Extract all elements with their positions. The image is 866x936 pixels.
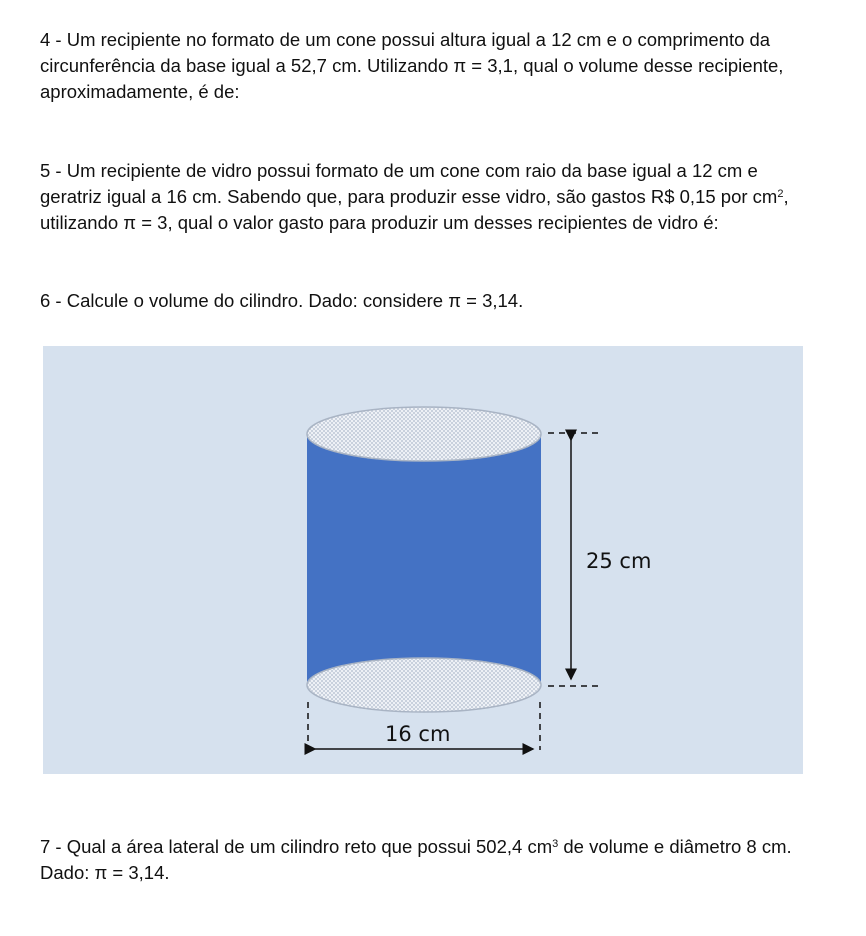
question-7-line-1: [40, 834, 852, 860]
question-5-line-1: 5 - Um recipiente de vidro possui formato de um cone com raio da base igual a 12 cm e: [40, 160, 758, 181]
question-6-line-1: 6 - Calcule o volume do cilindro. Dado: considere π = 3,14.: [40, 290, 524, 311]
cylinder-bottom-ellipse: [307, 658, 541, 712]
cylinder-diagram: [43, 346, 803, 774]
squared-superscript: 2: [777, 188, 784, 200]
question-5-line-2-text: geratriz igual a 16 cm. Sabendo que, para produzir esse vidro, são gastos R$ 0,15 por cm: [40, 186, 778, 207]
cubed-superscript: 3: [552, 838, 559, 850]
question-4-line-1: 4 - Um recipiente no formato de um cone possui altura igual a 12 cm e o comprimento da: [40, 29, 771, 50]
question-4-line-3: aproximadamente, é de:: [40, 81, 240, 102]
question-7: [40, 834, 852, 886]
question-5: [40, 158, 852, 236]
question-5-line-3: utilizando π = 3, qual o valor gasto para produzir um desses recipientes de vidro é:: [40, 212, 719, 233]
cylinder-top-ellipse: [307, 407, 541, 461]
question-7-line-2: Dado: π = 3,14.: [40, 862, 170, 883]
question-6: [40, 288, 852, 314]
diameter-label: 16 cm: [385, 722, 451, 746]
question-4-line-2: circunferência da base igual a 52,7 cm. Utilizando π = 3,1, qual o volume desse recipiente,: [40, 55, 784, 76]
question-7-line-1-text: 7 - Qual a área lateral de um cilindro reto que possui 502,4 cm: [40, 836, 553, 857]
height-label: 25 cm: [586, 549, 652, 573]
question-7-line-1-after: de volume e diâmetro 8 cm.: [558, 836, 792, 857]
question-4: [40, 27, 852, 105]
cylinder-figure: [43, 346, 803, 774]
question-5-line-2: [40, 184, 852, 210]
question-5-line-2-after: ,: [783, 186, 789, 207]
